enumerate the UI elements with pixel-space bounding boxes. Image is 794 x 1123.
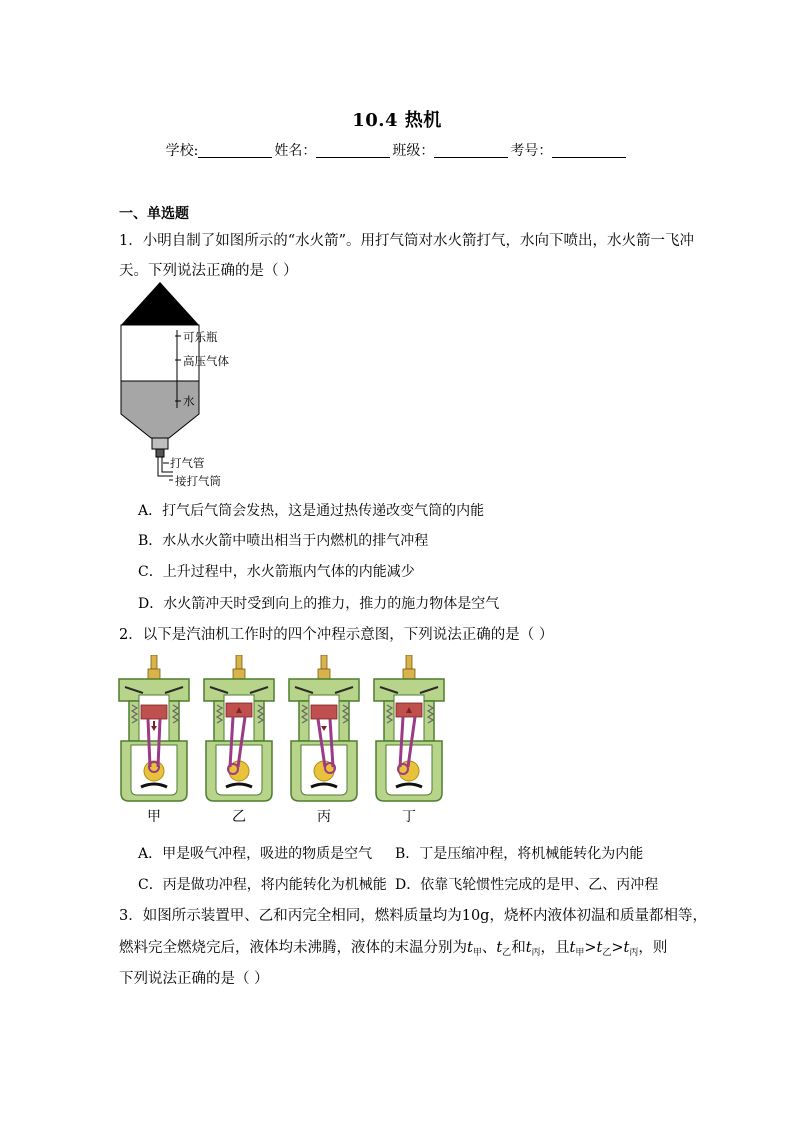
rocket-water-region <box>121 381 199 438</box>
q1-stem-line1: 1．小明自制了如图所示的“水火箭”。用打气筒对水火箭打气，水向下喷出，水火箭一飞冲 <box>119 233 695 249</box>
rocket-nozzle <box>156 449 164 457</box>
label-tube: 打气管 <box>170 456 205 470</box>
label-pump: 接打气筒 <box>175 474 221 488</box>
q2-stem: 2．以下是汽油机工作时的四个冲程示意图，下列说法正确的是（ ） <box>119 627 554 643</box>
q1-option-b[interactable]: B．水从水火箭中喷出相当于内燃机的排气冲程 <box>138 533 429 549</box>
water-rocket-figure <box>115 280 255 495</box>
school-label: 学校: <box>165 143 199 159</box>
engine-label-jia: 甲 <box>147 809 161 825</box>
q1-option-d[interactable]: D．水火箭冲天时受到向上的推力，推力的施力物体是空气 <box>138 596 500 612</box>
q1-stem-line2: 天。下列说法正确的是（ ） <box>119 263 298 279</box>
q2-option-a[interactable]: A．甲是吸气冲程，吸进的物质是空气 <box>138 846 373 862</box>
q2-option-d[interactable]: D．依靠飞轮惯性完成的是甲、乙、丙冲程 <box>395 877 659 893</box>
label-gas: 高压气体 <box>183 354 229 368</box>
q1-option-c[interactable]: C．上升过程中，水火箭瓶内气体的内能减少 <box>138 564 415 580</box>
q1-option-a[interactable]: A．打气后气筒会发热，这是通过热传递改变气筒的内能 <box>138 503 485 519</box>
class-label: 班级： <box>392 143 435 159</box>
q3-stem-line3: 下列说法正确的是（ ） <box>119 971 269 987</box>
q2-option-c[interactable]: C．丙是做功冲程，将内能转化为机械能 <box>138 877 387 893</box>
class-blank <box>434 143 508 158</box>
engine-bing <box>289 655 359 801</box>
exam-number-label: 考号： <box>510 143 553 159</box>
rocket-nose-cone <box>121 282 199 325</box>
engine-label-yi: 乙 <box>232 809 246 825</box>
school-blank <box>198 143 272 158</box>
name-label: 姓名： <box>274 143 317 159</box>
engine-jia <box>119 655 189 801</box>
q3-stem-line1: 3．如图所示装置甲、乙和丙完全相同，燃料质量均为10g，烧杯内液体初温和质量都相等， <box>119 908 707 924</box>
label-water: 水 <box>183 394 195 408</box>
q3-stem-line2: 燃料完全燃烧完后，液体均未沸腾，液体的末温分别为$t_甲$、$t_乙$和$t_丙$，且$t_甲>t_乙>t_丙$，则 <box>119 940 668 958</box>
exam-number-blank <box>552 143 626 158</box>
label-bottle: 可乐瓶 <box>183 330 218 344</box>
name-blank <box>316 143 390 158</box>
engine-ding <box>374 655 444 801</box>
engine-yi <box>204 655 274 801</box>
rocket-neck <box>152 438 168 449</box>
student-info-row <box>0 140 794 160</box>
engine-label-bing: 丙 <box>317 809 331 825</box>
q2-option-b[interactable]: B．丁是压缩冲程，将机械能转化为内能 <box>395 846 644 862</box>
engine-label-ding: 丁 <box>402 809 416 825</box>
page-title: 10.4 热机 <box>352 110 442 131</box>
section-heading: 一、单选题 <box>119 206 189 222</box>
engine-strokes-figure <box>115 655 455 805</box>
